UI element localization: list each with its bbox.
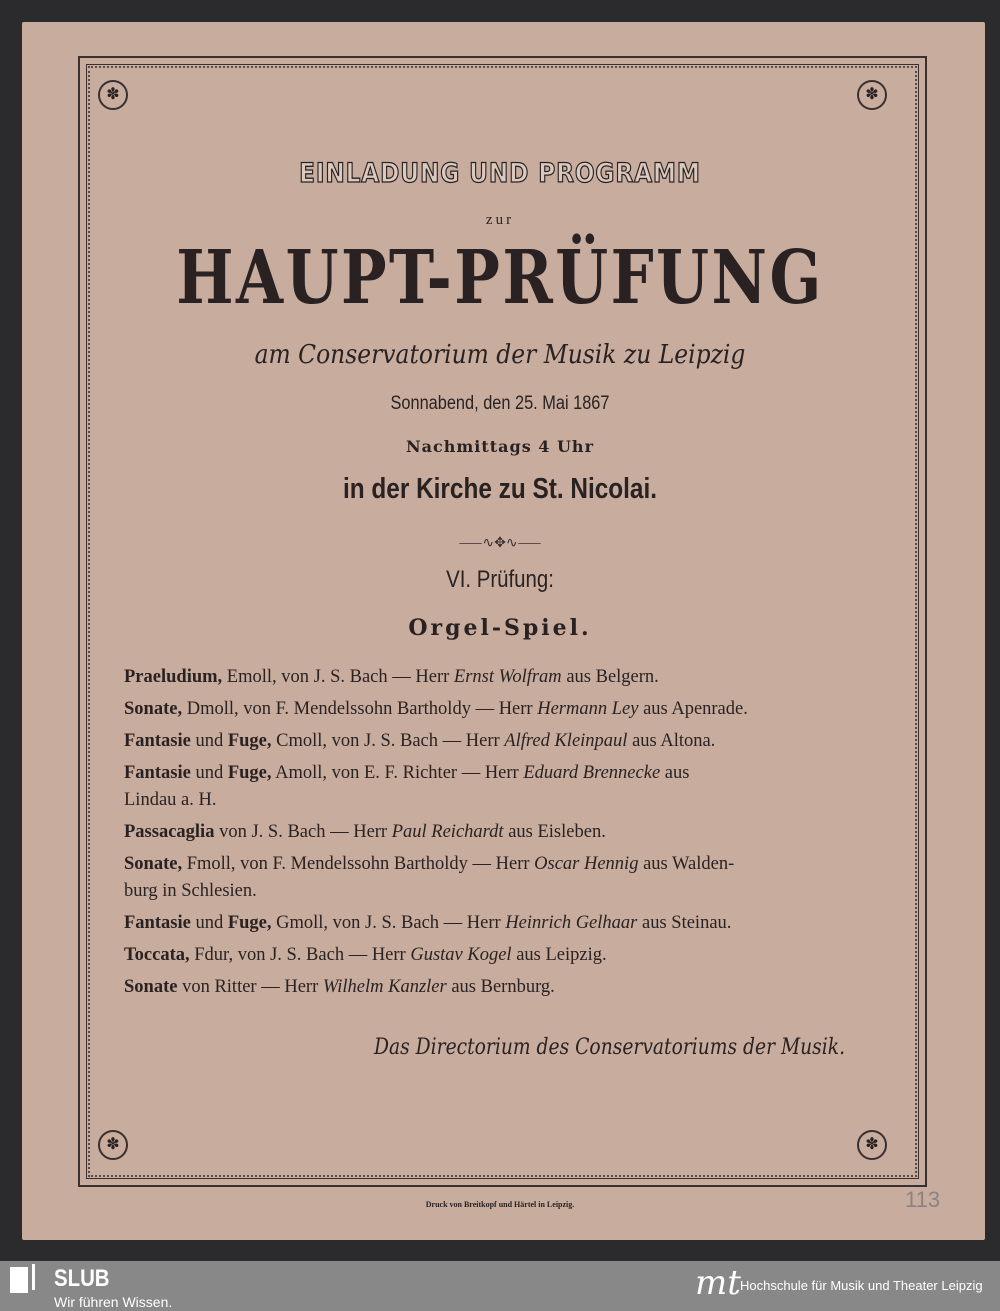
program-text: und <box>190 913 228 933</box>
program-text: aus Apenrade. <box>638 699 748 719</box>
program-list <box>124 664 857 1006</box>
program-text: aus Steinau. <box>637 913 732 933</box>
program-text: Fmoll, von F. Mendelssohn Bartholdy — Herr <box>182 854 535 874</box>
program-text: aus Bernburg. <box>446 977 555 997</box>
program-text: und <box>190 763 228 783</box>
page-number: 113 <box>905 1187 941 1212</box>
program-item <box>124 728 857 755</box>
program-text: Gmoll, von J. S. Bach — Herr <box>271 913 506 933</box>
program-text: aus Altona. <box>627 731 716 751</box>
place: in der Kirche zu St. Nicolai. <box>342 473 658 505</box>
program-item-continuation: Lindau a. H. <box>124 790 217 810</box>
program-item <box>124 942 857 969</box>
work-title: Fantasie <box>124 731 191 751</box>
time: Nachmittags 4 Uhr <box>405 437 594 456</box>
printer-note: Druck von Breitkopf und Härtel in Leipzig. <box>425 1200 575 1209</box>
signature: Das Directorium des Conservatoriums der Musik. <box>374 1035 846 1060</box>
performer-name: Paul Reichardt <box>391 822 504 842</box>
institution: am Conservatorium der Musik zu Leipzig <box>254 340 746 370</box>
program-item <box>124 910 857 937</box>
slub-book-icon <box>10 1267 28 1293</box>
work-title: Praeludium, <box>124 667 223 687</box>
program-text: von Ritter — Herr <box>177 977 323 997</box>
work-title: Fuge, <box>227 763 272 783</box>
slub-logo[interactable]: SLUB <box>54 1265 110 1292</box>
program-text: Amoll, von E. F. Richter — Herr <box>271 763 524 783</box>
work-title: Sonate, <box>124 854 183 874</box>
program-text: Cmoll, von J. S. Bach — Herr <box>271 731 505 751</box>
work-title: Sonate, <box>124 699 183 719</box>
corner-rosette-icon: ✽ <box>857 1130 887 1160</box>
title: HAUPT-PRÜFUNG <box>176 235 824 321</box>
exam-number: VI. Prüfung: <box>446 566 554 593</box>
program-text: Emoll, von J. S. Bach — Herr <box>222 667 454 687</box>
performer-name: Hermann Ley <box>537 699 639 719</box>
corner-rosette-icon: ✽ <box>98 80 128 110</box>
program-item <box>124 760 857 814</box>
footer-bar <box>0 1261 1000 1311</box>
program-item <box>124 819 857 846</box>
performer-name: Eduard Brennecke <box>523 763 661 783</box>
performer-name: Wilhelm Kanzler <box>322 977 447 997</box>
work-title: Toccata, <box>124 945 190 965</box>
program-text: Dmoll, von F. Mendelssohn Bartholdy — Herr <box>182 699 538 719</box>
slub-tagline: Wir führen Wissen. <box>54 1294 173 1310</box>
work-title: Sonate <box>124 977 178 997</box>
corner-rosette-icon: ✽ <box>857 80 887 110</box>
performer-name: Oscar Hennig <box>534 854 639 874</box>
subheading-zur: zur <box>485 212 515 228</box>
program-item <box>124 851 857 905</box>
program-text: Fdur, von J. S. Bach — Herr <box>189 945 411 965</box>
divider-ornament: ⸺∿✥∿⸺ <box>458 536 542 551</box>
performer-name: Gustav Kogel <box>410 945 512 965</box>
program-text: aus Leipzig. <box>511 945 607 965</box>
date: Sonnabend, den 25. Mai 1867 <box>390 393 610 414</box>
program-item <box>124 974 857 1001</box>
program-text: und <box>190 731 228 751</box>
program-text: aus Eisleben. <box>503 822 606 842</box>
program-text: aus Walden- <box>638 854 735 874</box>
hmt-label[interactable]: Hochschule für Musik und Theater Leipzig <box>740 1278 983 1293</box>
program-text: aus Belgern. <box>561 667 659 687</box>
program-text: aus <box>660 763 690 783</box>
program-text: von J. S. Bach — Herr <box>214 822 392 842</box>
work-title: Fuge, <box>227 731 272 751</box>
corner-rosette-icon: ✽ <box>98 1130 128 1160</box>
work-title: Passacaglia <box>124 822 215 842</box>
work-title: Fuge, <box>227 913 272 933</box>
performer-name: Ernst Wolfram <box>453 667 562 687</box>
performer-name: Heinrich Gelhaar <box>505 913 638 933</box>
performer-name: Alfred Kleinpaul <box>504 731 628 751</box>
work-title: Fantasie <box>124 913 191 933</box>
heading: EINLADUNG UND PROGRAMM <box>299 158 701 189</box>
subject: Orgel-Spiel. <box>408 615 592 641</box>
program-item <box>124 664 857 691</box>
work-title: Fantasie <box>124 763 191 783</box>
program-item-continuation: burg in Schlesien. <box>124 881 257 901</box>
hmt-logo-icon: mt <box>695 1263 741 1303</box>
program-item <box>124 696 857 723</box>
